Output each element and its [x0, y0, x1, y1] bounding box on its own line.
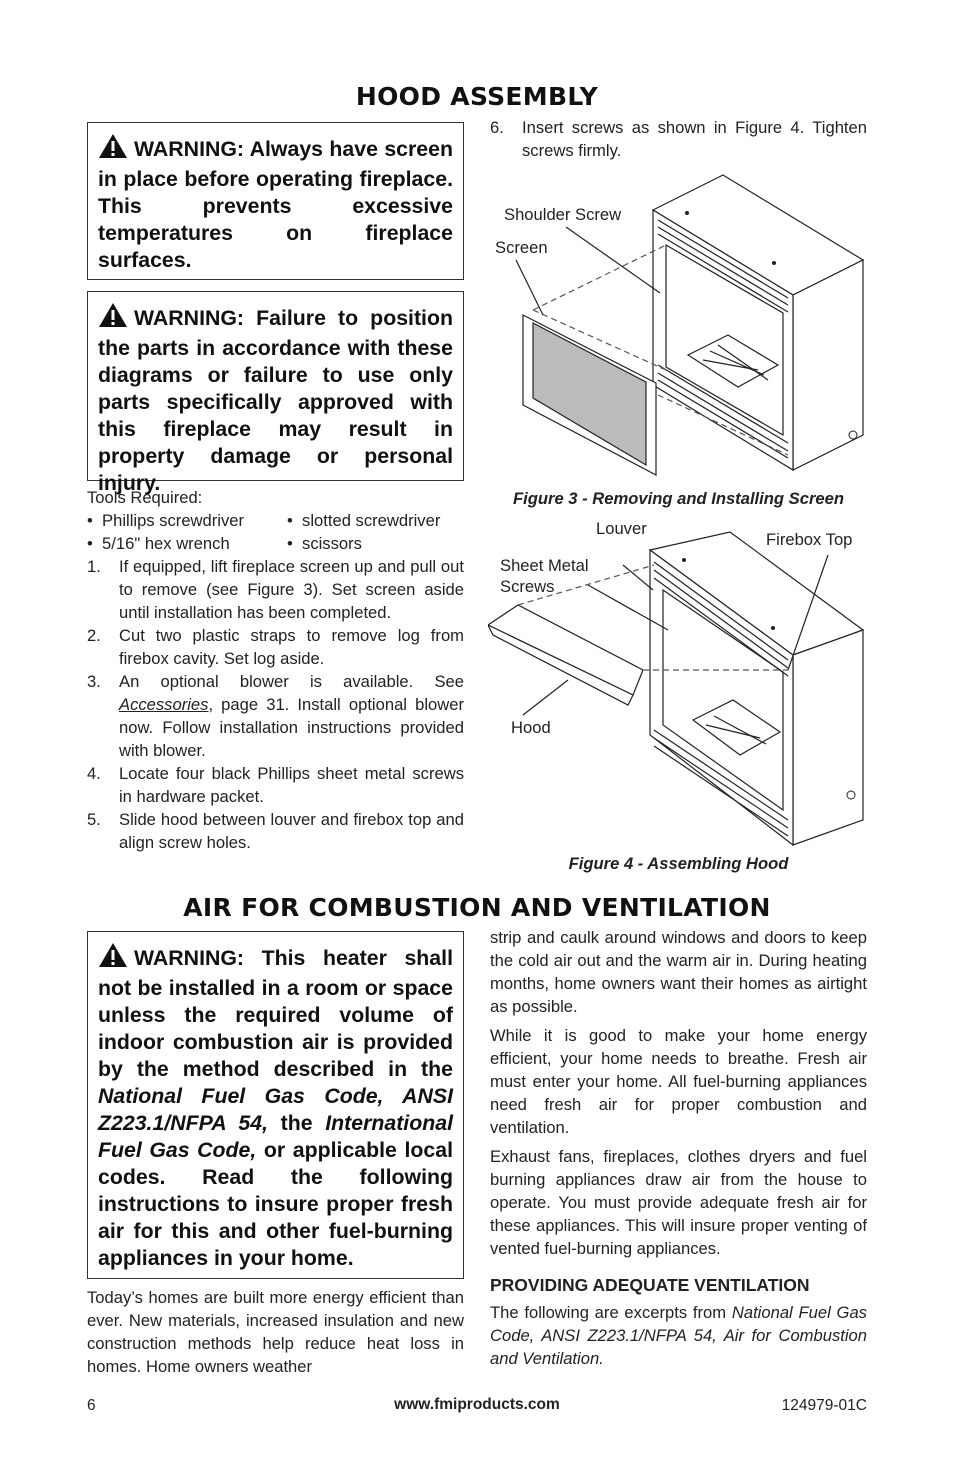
warning-box-parts [87, 291, 464, 495]
tool-item: • Phillips screwdriver [87, 511, 245, 530]
steps-list-right [490, 116, 867, 162]
label-louver: Louver [596, 519, 647, 538]
page-number: 6 [87, 1397, 96, 1414]
para-right-4: The following are excerpts from National Fuel Gas Code, ANSI Z223.1/NFPA 54, Air for Combustion and Ventilation. [490, 1303, 867, 1368]
warning-icon [98, 133, 128, 166]
warning2-text: WARNING: Failure to position the parts in accordance with these diagrams or failure to use only parts specifically approved with this fireplace may result in property damage or personal injury. [98, 306, 453, 495]
warning-text [98, 133, 453, 274]
warning-icon [98, 302, 128, 335]
warning-box-screen [87, 122, 464, 280]
figure-4-caption: Figure 4 - Assembling Hood [568, 854, 789, 873]
subhead-ventilation: PROVIDING ADEQUATE VENTILATION [490, 1275, 810, 1295]
tools-row-1 [87, 509, 464, 532]
label-sheet-metal: Sheet Metal [500, 556, 589, 575]
para-left: Today’s homes are built more energy efficient than ever. New materials, increased insulation and new construction methods help reduce heat loss in homes. Home owners weather [87, 1288, 464, 1376]
label-screws: Screws [500, 577, 555, 596]
tool-item: • scissors [287, 534, 362, 553]
warning-text: WARNING: This heater shall not be installed in a room or space unless the required volume of indoor combustion air is provided by the method described in the National Fuel Gas Code, ANSI Z223.1/NFPA 54, the International Fuel Gas Code, or applicable local codes. Read the following instructions to insure proper fresh air for this and other fuel-burning appliances in your home. [98, 942, 453, 1272]
label-shoulder-screw: Shoulder Screw [504, 205, 622, 224]
label-hood: Hood [511, 718, 551, 737]
step-item: 3. An optional blower is available. See Accessories, page 31. Install optional blower now. Follow installation instructions provided with blower. [87, 672, 464, 760]
steps-list [87, 555, 464, 854]
tools-row-2 [87, 532, 464, 555]
accessories-link[interactable]: Accessories [119, 695, 209, 714]
warning-icon [98, 942, 128, 975]
tool-item: • slotted screwdriver [287, 511, 441, 530]
warning1-text: WARNING: Always have screen in place before operating fireplace. This prevents excessive temperatures on fireplace surfaces. [98, 137, 453, 272]
section-title-air-combustion: AIR FOR COMBUSTION AND VENTILATION [183, 893, 771, 922]
step-item: 1. If equipped, lift fireplace screen up and pull out to remove (see Figure 3). Set screen aside until installation has been completed. [87, 557, 464, 622]
tool-item: • 5/16" hex wrench [87, 534, 230, 553]
tools-label: Tools Required: [87, 488, 203, 507]
step-item: 5. Slide hood between louver and firebox top and align screw holes. [87, 810, 464, 852]
step-item: 6. Insert screws as shown in Figure 4. Tighten screws firmly. [490, 118, 867, 160]
step-item: 2. Cut two plastic straps to remove log from firebox cavity. Set log aside. [87, 626, 464, 668]
para-right-2: While it is good to make your home energy efficient, your home needs to breathe. Fresh air must enter your home. All fuel-burning appliances need fresh air for proper combustion and ventilation. [490, 1026, 867, 1137]
warning-box-combustion [87, 931, 464, 1279]
warning-text [98, 302, 453, 497]
footer-url[interactable]: www.fmiproducts.com [394, 1396, 560, 1413]
tools-and-steps [87, 486, 464, 854]
label-firebox-top: Firebox Top [766, 530, 853, 549]
step-item: 4. Locate four black Phillips sheet metal screws in hardware packet. [87, 764, 464, 806]
step-6 [490, 116, 867, 162]
para-right-1: strip and caulk around windows and doors to keep the cold air out and the warm air in. During heating months, home owners want their homes as airtight as possible. [490, 928, 867, 1016]
section-title-hood-assembly: HOOD ASSEMBLY [355, 82, 599, 111]
right-column [490, 926, 867, 1370]
doc-number: 124979-01C [781, 1397, 867, 1414]
label-screen: Screen [495, 238, 548, 257]
figure-3-caption: Figure 3 - Removing and Installing Screen [512, 489, 845, 508]
para-right-3: Exhaust fans, fireplaces, clothes dryers and fuel burning appliances draw air from the house to operate. You must provide adequate fresh air for these appliances. This will insure proper venting of vented fuel-burning appliances. [490, 1147, 867, 1258]
